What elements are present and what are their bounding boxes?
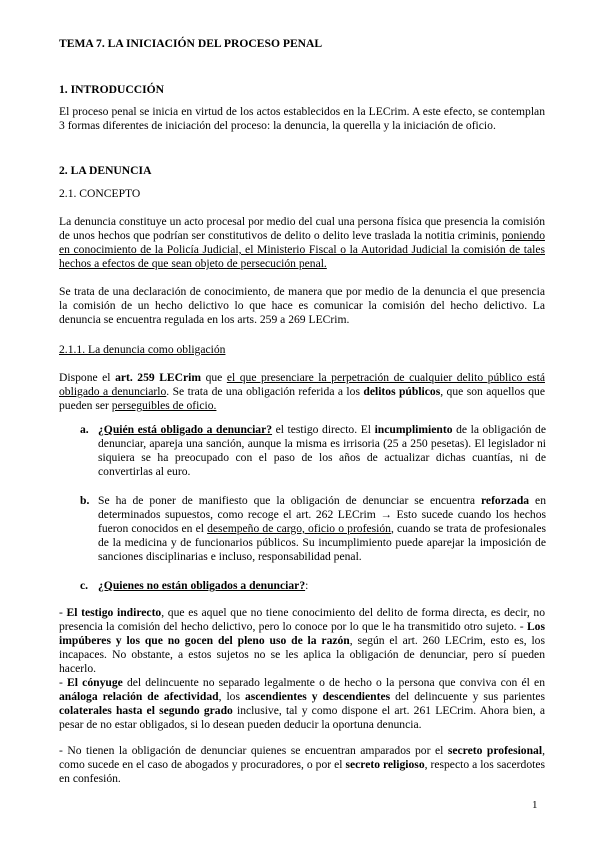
document-title: TEMA 7. LA INICIACIÓN DEL PROCESO PENAL — [59, 37, 323, 50]
dash-2-text-4: inclusive, tal y como dispone el art. 261 LECrim. Ahora bien, a pesar de no estar obligados, si lo desean pueden deducir la oportuna denuncia. — [59, 704, 545, 731]
obligacion-text-3: . Se trata de una obligación referida a los — [166, 385, 364, 398]
dash-2-text-1: del delincuente no separado legalmente o de hecho o la persona que conviva con él en — [122, 676, 545, 689]
dash-3-text-2: , como sucede en el caso de abogados y procuradores, o por el — [59, 744, 545, 771]
question-quien-obligado: ¿Quién está obligado a denunciar? — [98, 423, 273, 436]
subsection-heading-obligacion: 2.1.1. La denuncia como obligación — [59, 343, 226, 356]
paragraph-introduccion: El proceso penal se inicia en virtud de los actos establecidos en la LECrim. A este efecto, se contemplan 3 formas diferentes de iniciación del proceso: la denuncia, la querella y la iniciación de oficio. — [59, 105, 545, 132]
dash-marker: - — [59, 676, 68, 689]
paragraph-declaracion: Se trata de una declaración de conocimiento, de manera que por medio de la denuncia el que presencia la comisión de un hecho delictivo lo que hace es comunicar la comisión del hecho delictivo. La denuncia se encuentra regulada en los arts. 259 a 269 LECrim. — [59, 285, 545, 326]
dash-1-bold-2: Los impúberes y los que no gocen del pleno uso de la razón — [59, 620, 545, 647]
dash-item-testigo-indirecto — [59, 606, 545, 676]
question-quienes-no-obligados: ¿Quienes no están obligados a denunciar? — [98, 579, 306, 592]
dash-2-bold-4: colaterales hasta el segundo grado — [59, 704, 233, 717]
dash-2-text-2: , los — [218, 690, 245, 703]
section-heading-denuncia: 2. LA DENUNCIA — [59, 164, 152, 177]
paragraph-concepto — [59, 215, 545, 271]
dash-item-secreto — [59, 744, 545, 786]
item-c-colon: : — [305, 579, 309, 592]
dash-item-conyuge — [59, 676, 545, 732]
obligacion-delitos-publicos: delitos públicos — [363, 385, 441, 398]
concepto-text: La denuncia constituye un acto procesal por medio del cual una persona física que presencia la comisión de unos hechos que podrían ser constitutivos de delito o delito leve traslada la notitia criminis, — [59, 215, 545, 242]
dash-2-bold-2: análoga relación de afectividad — [59, 690, 219, 703]
obligacion-text-4: , que son aquellos que pueden ser — [59, 385, 545, 412]
item-b-reforzada: reforzada — [480, 494, 530, 507]
list-text-b — [98, 494, 546, 564]
item-b-underlined: desempeño de cargo, oficio o profesión — [207, 522, 391, 535]
dash-3-text-1: - No tienen la obligación de denunciar quienes se encuentran amparados por el — [59, 744, 448, 757]
dash-1-text-2: , según el art. 260 LECrim, esto es, los incapaces. No obstante, a estos sujetos no se les aplica la obligación de denunciar, pero sí pueden hacerlo. — [59, 634, 545, 675]
obligacion-perseguibles: perseguibles de oficio. — [111, 399, 217, 412]
dash-3-text-3: , respecto a los sacerdotes en confesión. — [59, 758, 545, 785]
list-label-b: b. — [80, 494, 90, 507]
dash-1-text-1: , que es aquel que no tiene conocimiento del delito de forma directa, es decir, no presencia la comisión del hecho delictivo, pero lo conoce por lo que le ha transmitido otro sujeto. - — [59, 606, 545, 633]
page-number: 1 — [532, 799, 538, 811]
obligacion-underlined-quote: el que presenciare la perpetración de cualquier delito público está obligado a denunciarlo — [59, 371, 545, 398]
item-a-incumplimiento: incumplimiento — [374, 423, 453, 436]
list-text-c — [98, 579, 546, 593]
dash-3-bold-1: secreto profesional — [447, 744, 543, 757]
obligacion-text-1: Dispone el — [59, 371, 116, 384]
list-text-a — [98, 423, 546, 479]
item-a-text-2: de la obligación de denunciar, apareja una sanción, aunque la misma es irrisoria (25 a 250 pesetas). El legislador ni siquiera se ha preocupado con el paso de los años de actualizar dichas cuantías, ni de convertirlas al euro. — [98, 423, 546, 478]
obligacion-article-ref: art. 259 LECrim — [115, 371, 202, 384]
dash-marker: - — [59, 606, 67, 619]
item-b-text-1: Se ha de poner de manifiesto que la obligación de denunciar se encuentra — [98, 494, 481, 507]
obligacion-text-2: que — [201, 371, 227, 384]
section-heading-introduccion: 1. INTRODUCCIÓN — [59, 83, 164, 96]
item-b-text-2: en determinados supuestos, como recoge el art. 262 LECrim → Esto sucede cuando los hechos fueron conocidos en el — [98, 494, 546, 535]
subsection-heading-concepto: 2.1. CONCEPTO — [59, 187, 141, 200]
concepto-underlined-text: poniendo en conocimiento de la Policía Judicial, el Ministerio Fiscal o la Autoridad Judicial la comisión de tales hechos a efectos de que sean objeto de persecución penal. — [59, 229, 545, 270]
item-a-text-1: el testigo directo. El — [272, 423, 375, 436]
list-label-c: c. — [80, 579, 89, 592]
item-b-text-3: , cuando se trata de profesionales de la medicina y de funcionarios públicos. Su incumplimiento puede aparejar la imposición de sanciones disciplinarias e incluso, responsabilidad penal. — [98, 522, 546, 563]
dash-2-bold-3: ascendientes y descendientes — [244, 690, 391, 703]
dash-2-text-3: del delincuente y sus parientes — [390, 690, 546, 703]
dash-2-bold-1: El cónyuge — [67, 676, 123, 689]
paragraph-obligacion — [59, 371, 545, 413]
list-label-a: a. — [80, 423, 89, 436]
dash-1-bold-1: El testigo indirecto — [66, 606, 162, 619]
dash-3-bold-2: secreto religioso — [345, 758, 425, 771]
